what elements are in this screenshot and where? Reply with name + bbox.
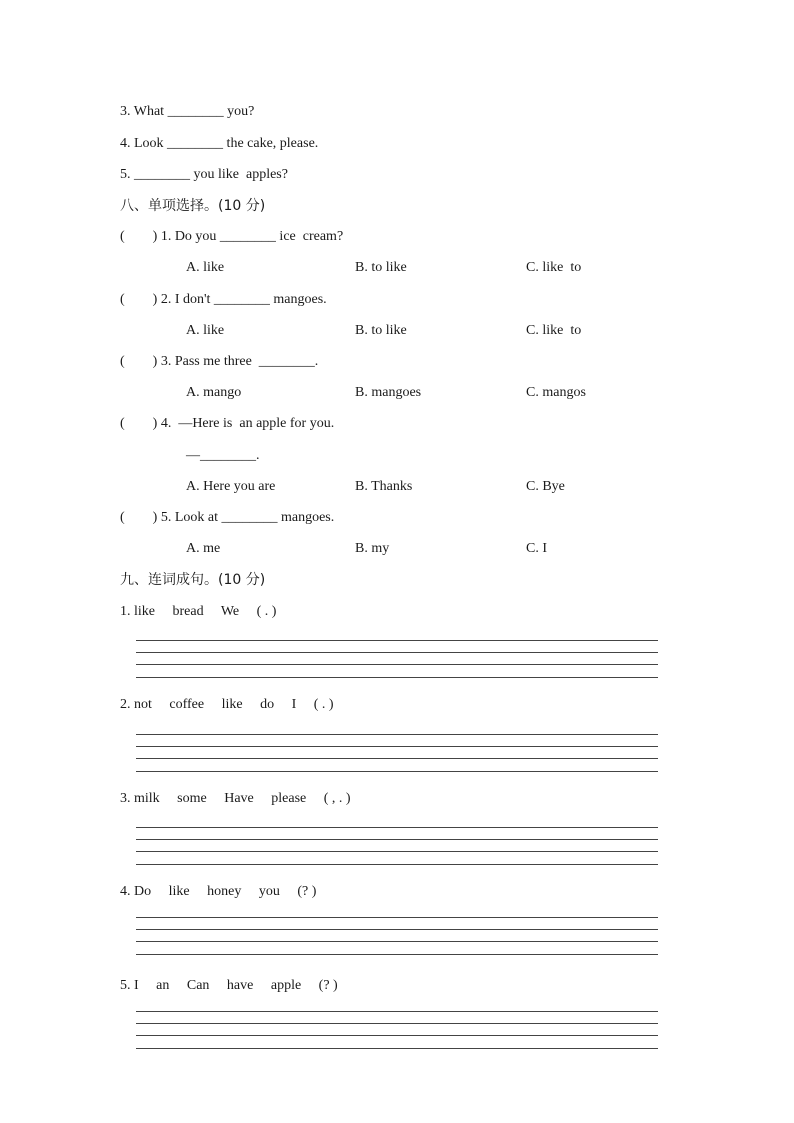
mc-q2-option-c: C. like to — [526, 323, 582, 338]
mc-question-1: ( ) 1. Do you ________ ice cream? — [120, 229, 344, 244]
mc-q3-option-a: A. mango — [186, 385, 242, 400]
mc-q3-option-c: C. mangos — [526, 385, 586, 400]
mc-q2-option-a: A. like — [186, 323, 225, 338]
section-9-heading: 九、连词成句。(10 分) — [120, 572, 266, 588]
writing-lines-1[interactable] — [136, 640, 658, 680]
reorder-item-4: 4. Do like honey you (? ) — [120, 884, 317, 899]
mc-question-5: ( ) 5. Look at ________ mangoes. — [120, 510, 335, 525]
reorder-item-2: 2. not coffee like do I ( . ) — [120, 697, 334, 712]
fill-blank-4: 4. Look ________ the cake, please. — [120, 136, 319, 151]
mc-q4-option-c: C. Bye — [526, 479, 565, 494]
reorder-item-1: 1. like bread We ( . ) — [120, 604, 277, 619]
mc-q1-option-a: A. like — [186, 260, 225, 275]
mc-q3-option-b: B. mangoes — [355, 385, 422, 400]
mc-q5-option-b: B. my — [355, 541, 390, 556]
mc-q5-option-a: A. me — [186, 541, 221, 556]
mc-q4-option-b: B. Thanks — [355, 479, 413, 494]
mc-q4-option-a: A. Here you are — [186, 479, 276, 494]
writing-lines-5[interactable] — [136, 1011, 658, 1051]
section-8-heading: 八、单项选择。(10 分) — [120, 198, 266, 214]
fill-blank-3: 3. What ________ you? — [120, 104, 255, 119]
mc-question-4: ( ) 4. —Here is an apple for you. — [120, 416, 335, 431]
mc-q2-option-b: B. to like — [355, 323, 407, 338]
writing-lines-3[interactable] — [136, 827, 658, 867]
mc-q4-reply: —________. — [186, 448, 260, 463]
mc-question-2: ( ) 2. I don't ________ mangoes. — [120, 292, 327, 307]
reorder-item-3: 3. milk some Have please ( , . ) — [120, 791, 351, 806]
reorder-item-5: 5. I an Can have apple (? ) — [120, 978, 338, 993]
mc-q1-option-c: C. like to — [526, 260, 582, 275]
writing-lines-4[interactable] — [136, 917, 658, 957]
mc-q5-option-c: C. I — [526, 541, 547, 556]
fill-blank-5: 5. ________ you like apples? — [120, 167, 288, 182]
mc-question-3: ( ) 3. Pass me three ________. — [120, 354, 319, 369]
writing-lines-2[interactable] — [136, 734, 658, 774]
mc-q1-option-b: B. to like — [355, 260, 407, 275]
